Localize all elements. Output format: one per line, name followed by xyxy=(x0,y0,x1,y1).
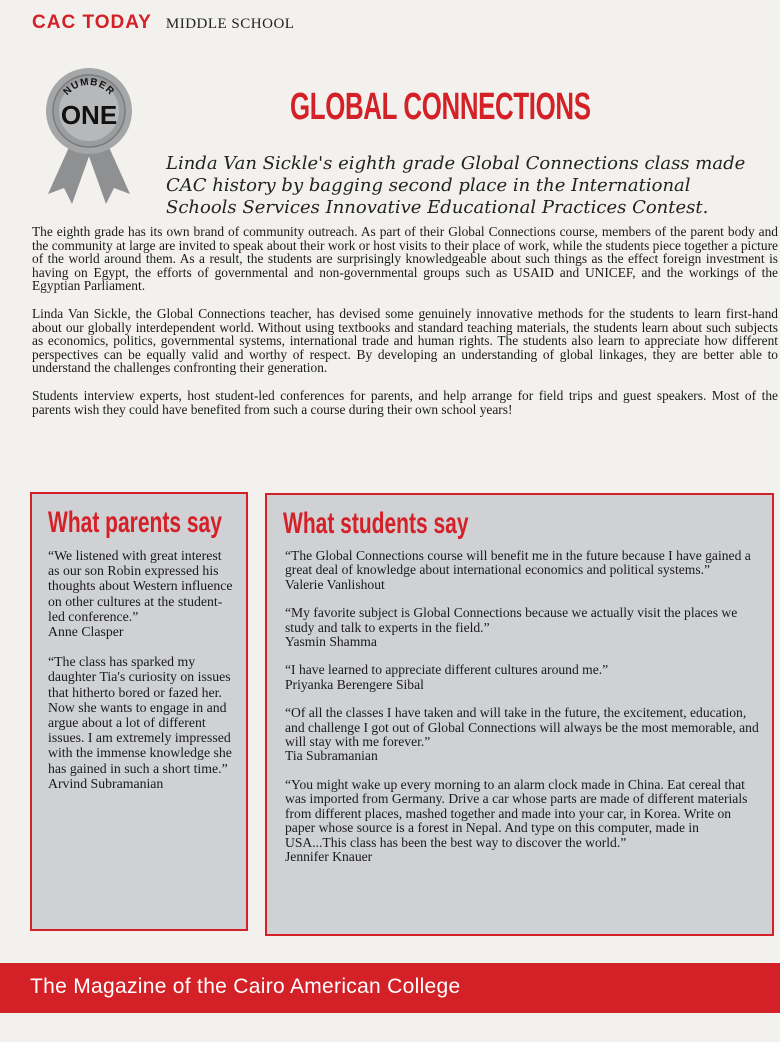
award-ribbon-icon xyxy=(34,66,144,206)
student-quote xyxy=(285,706,762,764)
quote-author: Valerie Vanlishout xyxy=(285,576,385,592)
quote-text: “My favorite subject is Global Connections because we actually visit the places we study and talk to experts in the field.” xyxy=(285,605,738,635)
body-paragraph: Students interview experts, host student-led conferences for parents, and help arrange for field trips and guest speakers. Most of the parents wish they could have benefited from such a course during their own school years! xyxy=(32,387,778,417)
quote-author: Arvind Subramanian xyxy=(48,775,164,791)
quote-text: “Of all the classes I have taken and will take in the future, the excitement, education, and challenge I got out of Global Connections will always be the most memorable, and will stay with me forever.” xyxy=(285,705,759,750)
quote-author: Yasmin Shamma xyxy=(285,634,377,650)
article-lede: Linda Van Sickle's eighth grade Global Connections class made CAC history by bagging second place in the International Schools Services Innovative Educational Practices Contest. xyxy=(166,153,746,218)
students-quote-box xyxy=(265,493,774,936)
student-quote xyxy=(285,663,762,692)
students-box-title: What students say xyxy=(283,507,469,540)
quote-text: “The class has sparked my daughter Tia's curiosity on issues that hitherto bored or fazed her. Now she wants to engage in and argue about a lot of different issues. I am extremely impressed with the immense knowledge she has gained in such a short time.” xyxy=(48,654,232,776)
badge-main-text: ONE xyxy=(60,100,118,130)
body-paragraph: Linda Van Sickle, the Global Connections teacher, has devised some genuinely innovative methods for the students to learn first-hand about our globally interdependent world. Without using textbooks and standard teaching materials, the students learn about such subjects as economics, politics, governmental systems, international trade and human rights. The students also learn to appreciate how different perspectives can be equally valid and worthy of respect. By developing an understanding of global linkages, they are better able to understand the challenges confronting their generation. xyxy=(32,305,778,376)
badge-top-text: NUMBER xyxy=(61,76,117,98)
section-label: MIDDLE SCHOOL xyxy=(165,16,295,32)
quote-author: Priyanka Berengere Sibal xyxy=(285,676,424,692)
student-quote xyxy=(285,549,762,592)
page-header xyxy=(32,12,294,34)
quote-text: “The Global Connections course will benefit me in the future because I have gained a great deal of knowledge about international economics and political systems.” xyxy=(285,548,751,578)
quote-author: Anne Clasper xyxy=(48,624,124,640)
body-paragraph: The eighth grade has its own brand of community outreach. As part of their Global Connections course, members of the parent body and the community at large are invited to speak about their work or host visits to their place of work, while the students piece together a picture of the world around them. As a result, the students are surprisingly knowledgeable about such things as the effect foreign investment is having on Egypt, the efforts of governmental and non-governmental groups such as USAID and UNICEF, and the workings of the Egyptian Parliament. xyxy=(32,224,778,294)
footer-text: The Magazine of the Cairo American College xyxy=(30,975,461,998)
student-quote xyxy=(285,778,762,864)
quote-author: Jennifer Knauer xyxy=(285,848,373,864)
parents-quote-box xyxy=(30,492,248,931)
article-body xyxy=(32,225,778,430)
magazine-footer xyxy=(0,963,780,1013)
student-quote xyxy=(285,606,762,649)
quote-author: Tia Subramanian xyxy=(285,748,378,764)
quote-text: “I have learned to appreciate different cultures around me.” xyxy=(285,662,609,678)
quote-text: “You might wake up every morning to an alarm clock made in China. Eat cereal that was imported from Germany. Drive a car whose parts are made of different materials from different places, mashed together and made into your car, in Korea. Write on paper whose source is a forest in Nepal. And type on this computer, made in USA...This class has been the best way to discover the world.” xyxy=(285,776,748,850)
article-title: GLOBAL CONNECTIONS xyxy=(290,86,591,128)
parent-quote xyxy=(48,654,234,791)
magazine-brand: CAC TODAY xyxy=(32,12,152,33)
parent-quote xyxy=(48,548,234,639)
parents-box-title: What parents say xyxy=(48,506,222,539)
quote-text: “We listened with great interest as our son Robin expressed his thoughts about Western influence on other cultures at the student-led conference.” xyxy=(48,548,233,624)
